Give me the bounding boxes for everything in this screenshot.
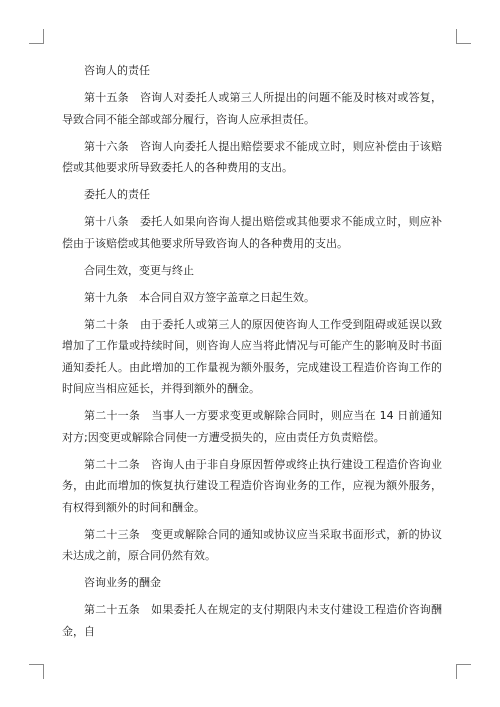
section-heading-contract-effect: 合同生效，变更与终止 <box>84 263 194 277</box>
section-heading-consulting-fee: 咨询业务的酬金 <box>84 576 161 589</box>
article-25: 第二十五条 如果委托人在规定的支付期限内未支付建设工程造价咨询酬金，自 <box>62 603 442 638</box>
article-23: 第二十三条 变更或解除合同的通知或协议应当采取书面形式，新的协议未达成之前，原合同仍然有效。 <box>62 527 442 562</box>
article-19: 第十九条 本合同自双方签字盖章之日起生效。 <box>84 290 315 304</box>
section-heading-consultant-responsibility: 咨询人的责任 <box>84 64 150 77</box>
article-16: 第十六条 咨询人向委托人提出赔偿要求不能成立时，则应补偿由于该赔偿或其他要求所导致委托人的各种费用的支出。 <box>62 139 442 174</box>
article-15: 第十五条 咨询人对委托人或第三人所提出的问题不能及时核对或答复，导致合同不能全部或部分履行，咨询人应承担责任。 <box>62 91 442 126</box>
section-heading-client-responsibility: 委托人的责任 <box>84 188 150 201</box>
document-body <box>62 60 442 648</box>
article-18: 第十八条 委托人如果向咨询人提出赔偿或其他要求不能成立时，则应补偿由于该赔偿或其他要求所导致咨询人的各种费用的支出。 <box>62 215 442 250</box>
crop-mark-bottom-right <box>456 664 471 679</box>
crop-mark-bottom-left <box>29 664 44 679</box>
crop-mark-top-left <box>29 29 44 44</box>
crop-mark-top-right <box>456 29 471 44</box>
article-21: 第二十一条 当事人一方要求变更或解除合同时，则应当在 14 日前通知对方;因变更或解除合同使一方遭受损失的，应由责任方负责赔偿。 <box>62 409 442 444</box>
article-22: 第二十二条 咨询人由于非自身原因暂停或终止执行建设工程造价咨询业务，由此而增加的恢复执行建设工程造价咨询业务的工作，应视为额外服务，有权得到额外的时间和酬金。 <box>62 457 442 514</box>
article-20: 第二十条 由于委托人或第三人的原因使咨询人工作受到阻碍或延误以致增加了工作量或持续时间，则咨询人应当将此情况与可能产生的影响及时书面通知委托人。由此增加的工作量视为额外服务，完成建设工程造价咨询工作的时间应当相应延长，并得到额外的酬金。 <box>62 317 442 395</box>
